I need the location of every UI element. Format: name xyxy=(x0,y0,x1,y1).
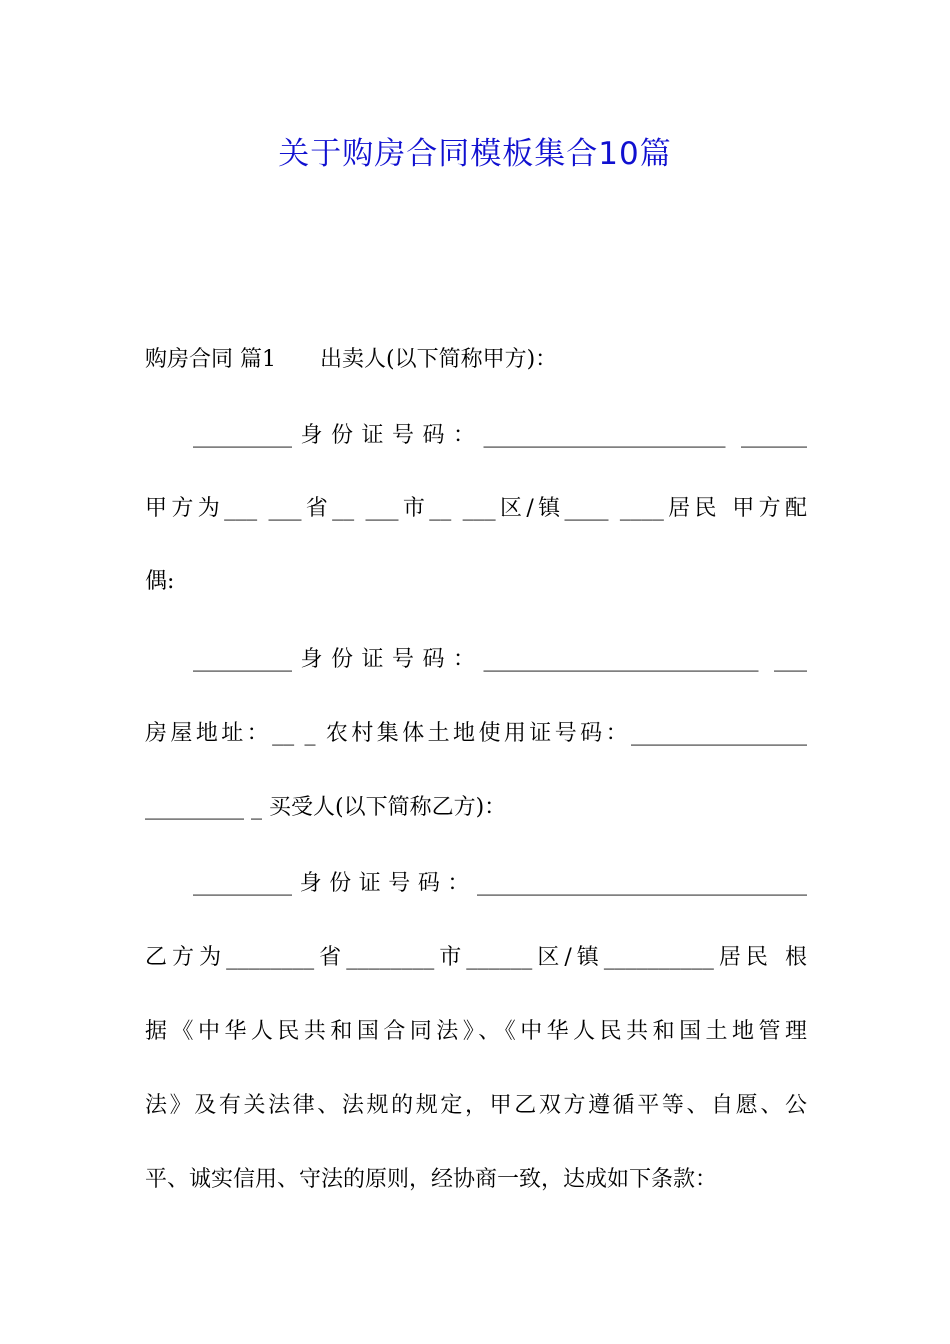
text-line-seller-address: 甲方为___ ___省__ ___市__ ___区/镇____ ____居民 甲方配 xyxy=(145,496,807,521)
text-line-law-1: 据《中华人民共和国合同法》、《中华人民共和国土地管理 xyxy=(145,1019,807,1044)
text-line-law-3: 平、诚实信用、守法的原则，经协商一致，达成如下条款： xyxy=(145,1167,718,1192)
document-title: 关于购房合同模板集合10篇 xyxy=(278,136,672,172)
text-line-buyer: _________ _ 买受人(以下简称乙方)： xyxy=(145,795,507,820)
text-line-spouse-id: _________身份证号码：_________________________ ___ xyxy=(193,647,807,672)
text-line-buyer-id: _________身份证号码：______________________________ xyxy=(193,871,807,896)
text-line-spouse: 偶: xyxy=(145,569,175,594)
text-line-buyer-address: 乙方为________省________市______区/镇__________居民 根 xyxy=(145,945,807,970)
text-line-house-address: 房屋地址：__ _ 农村集体土地使用证号码：________________ xyxy=(145,721,807,746)
text-line-heading: 购房合同 篇1 出卖人(以下简称甲方)： xyxy=(145,347,558,372)
text-line-seller-id: _________身份证号码：______________________ ______ xyxy=(193,423,807,448)
text-line-law-2: 法》及有关法律、法规的规定，甲乙双方遵循平等、自愿、公 xyxy=(145,1093,807,1118)
